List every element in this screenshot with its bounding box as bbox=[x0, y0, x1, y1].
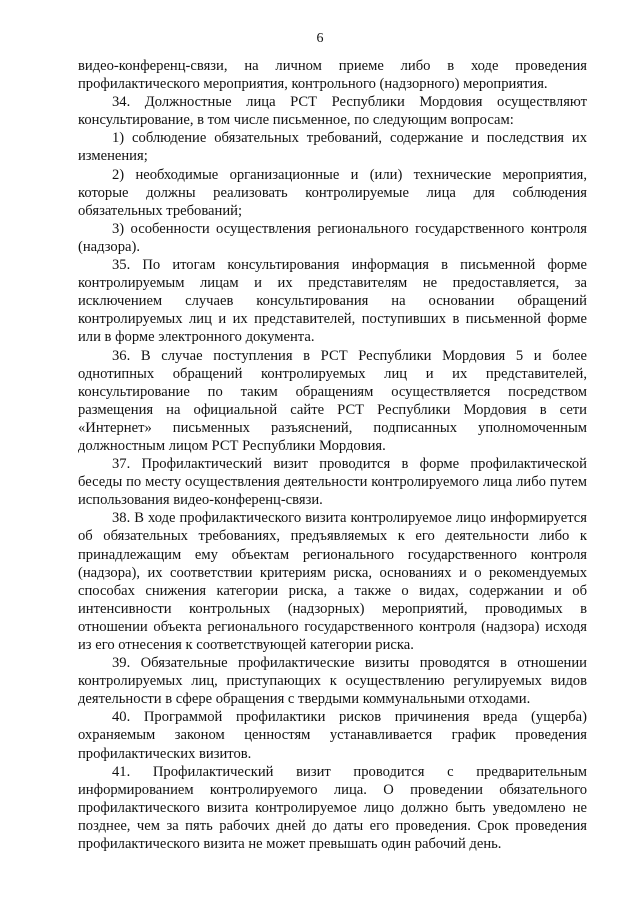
paragraph-34-item-1: 1) соблюдение обязательных требований, содержание и последствия их изменения; bbox=[78, 130, 587, 165]
paragraph-continuation: видео-конференц-связи, на личном приеме либо в ходе проведения профилактического мероприятия, контрольного (надзорного) мероприятия. bbox=[78, 58, 587, 93]
paragraph-36: 36. В случае поступления в РСТ Республики Мордовия 5 и более однотипных обращений контролируемых лиц и их представителей, консультирование по таким обращениям осуществляется посредством размещения на официальной сайте РСТ Республики Мордовия в сети «Интернет» письменных разъяснений, подписанных уполномоченным должностным лицом РСТ Республики Мордовия. bbox=[78, 347, 587, 454]
paragraph-41: 41. Профилактический визит проводится с предварительным информированием контролируемого лица. О проведении обязательного профилактического визита контролируемое лицо должно быть уведомлено не позднее, чем за пять рабочих дней до даты его проведения. Срок проведения профилактического визита не может превышать один рабочий день. bbox=[78, 763, 587, 853]
paragraph-39: 39. Обязательные профилактические визиты проводятся в отношении контролируемых лиц, приступающих к осуществлению регулируемых видов деятельности в сфере обращения с твердыми коммунальными отходами. bbox=[78, 655, 587, 708]
paragraph-34: 34. Должностные лица РСТ Республики Мордовия осуществляют консультирование, в том числе письменное, по следующим вопросам: bbox=[78, 94, 587, 129]
paragraph-40: 40. Программой профилактики рисков причинения вреда (ущерба) охраняемым законом ценностям устанавливается график проведения профилактических визитов. bbox=[78, 709, 587, 762]
paragraph-34-item-2: 2) необходимые организационные и (или) технические мероприятия, которые должны реализовать контролируемые лица для соблюдения обязательных требований; bbox=[78, 166, 587, 219]
paragraph-37: 37. Профилактический визит проводится в форме профилактической беседы по месту осуществления деятельности контролируемого лица либо путем использования видео-конференц-связи. bbox=[78, 456, 587, 509]
page-number: 6 bbox=[316, 31, 324, 46]
paragraph-34-item-3: 3) особенности осуществления регионального государственного контроля (надзора). bbox=[78, 220, 587, 255]
document-body bbox=[78, 57, 587, 853]
paragraph-35: 35. По итогам консультирования информация в письменной форме контролируемым лицам и их представителям не предоставляется, за исключением случаев консультирования на основании обращений контролируемых лиц и их представителей, поступивших в письменной форме или в форме электронного документа. bbox=[78, 257, 587, 346]
paragraph-38: 38. В ходе профилактического визита контролируемое лицо информируется об обязательных требованиях, предъявляемых к его деятельности либо к принадлежащим ему объектам регионального государственного контроля (надзора), их соответствии критериям риска, основаниях и о рекомендуемых способах снижения категории риска, а также о видах, содержании и об интенсивности контрольных (надзорных) мероприятий, проводимых в отношении объекта регионального государственного контроля (надзора) исходя из его отнесения к соответствующей категории риска. bbox=[78, 510, 587, 653]
